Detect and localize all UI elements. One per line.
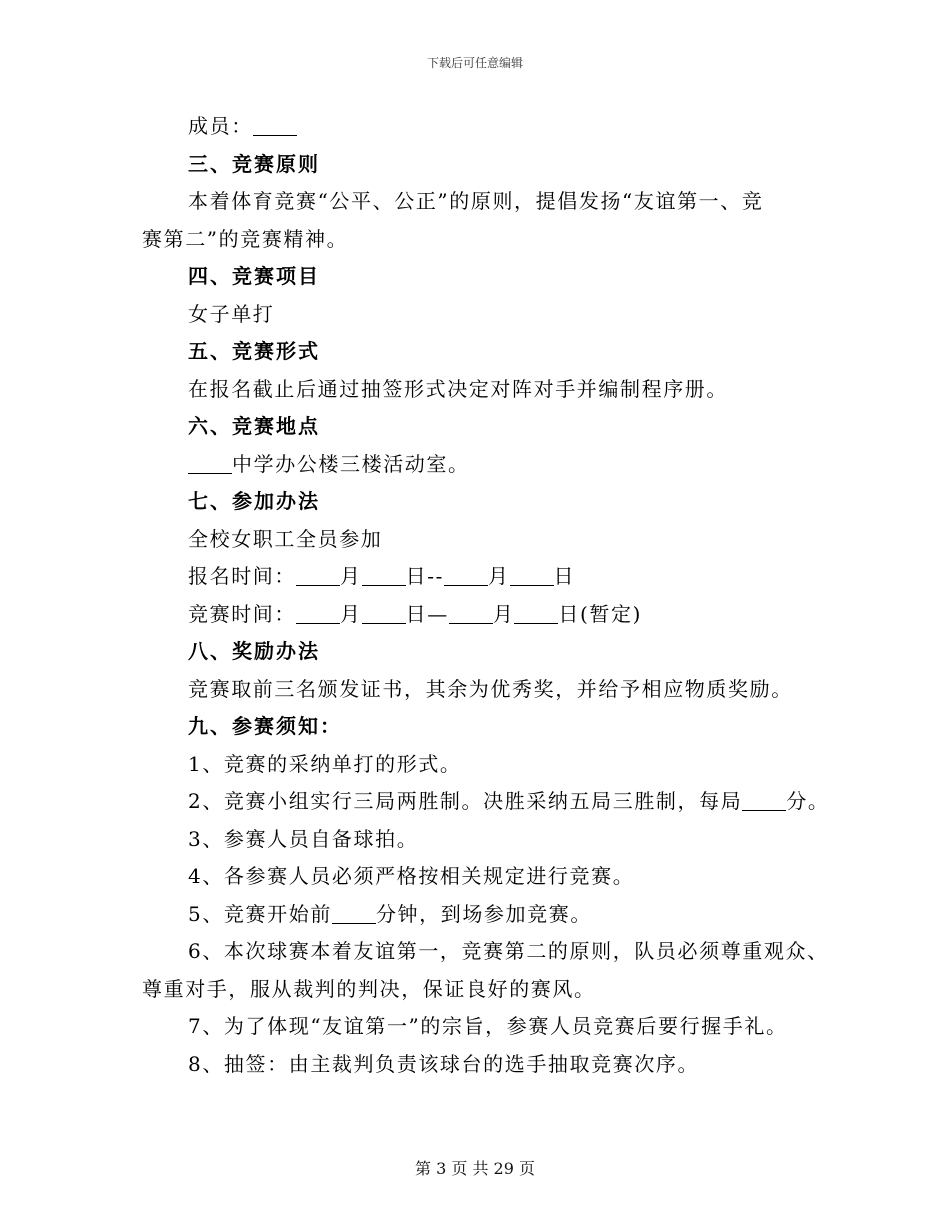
list-item: 1、竞赛的采纳单打的形式。	[188, 751, 462, 776]
section-heading: 八、奖励办法	[188, 639, 320, 663]
paragraph: 在报名截止后通过抽签形式决定对阵对手并编制程序册。	[188, 376, 728, 401]
blank-field	[296, 563, 340, 586]
registration-time-line: 报名时间： 月 日-- 月 日	[188, 564, 576, 588]
paragraph: 女子单打	[188, 301, 275, 326]
paragraph-continuation: 赛第二”的竞赛精神。	[142, 226, 349, 251]
list-item: 2、竞赛小组实行三局两胜制。决胜采纳五局三胜制，每局 分。	[188, 789, 830, 813]
blank-field	[332, 901, 376, 924]
paragraph: 全校女职工全员参加	[188, 526, 383, 551]
blank-field	[362, 601, 406, 624]
list-item: 3、参赛人员自备球拍。	[188, 826, 419, 851]
list-item-continuation: 尊重对手，服从裁判的判决，保证良好的赛风。	[142, 976, 596, 1001]
section-heading: 三、竞赛原则	[188, 151, 320, 176]
list-item: 6、本次球赛本着友谊第一，竞赛第二的原则，队员必须尊重观众、	[188, 939, 829, 963]
members-line: 成员：	[142, 108, 812, 146]
list-item: 5、竞赛开始前 分钟，到场参加竞赛。	[188, 901, 592, 926]
venue-line: 中学办公楼三楼活动室。	[142, 446, 812, 484]
section-heading: 五、竞赛形式	[188, 339, 320, 363]
section-heading: 七、参加办法	[188, 489, 320, 513]
blank-field	[449, 601, 493, 624]
section-heading: 九、参赛须知：	[188, 714, 342, 738]
paragraph: 竞赛取前三名颁发证书，其余为优秀奖，并给予相应物质奖励。	[188, 676, 793, 701]
document-body	[142, 108, 830, 1083]
page-header: 下载后可任意编辑	[426, 56, 523, 70]
section-heading: 六、竞赛地点	[188, 414, 320, 438]
page-footer: 第 3 页 共 29 页	[415, 1159, 535, 1178]
section-heading: 四、竞赛项目	[188, 264, 320, 288]
list-item: 7、为了体现“友谊第一”的宗旨，参赛人员竞赛后要行握手礼。	[188, 1014, 788, 1038]
blank-field	[742, 788, 786, 811]
blank-field	[444, 563, 488, 586]
list-item: 4、各参赛人员必须严格按相关规定进行竞赛。	[188, 864, 635, 888]
blank-field	[253, 113, 297, 136]
blank-field	[188, 451, 232, 474]
blank-field	[296, 601, 340, 624]
blank-field	[510, 563, 554, 586]
blank-field	[362, 563, 406, 586]
competition-time-line: 竞赛时间： 月 日— 月 日(暂定)	[188, 601, 643, 626]
blank-field	[514, 601, 558, 624]
list-item: 8、抽签：由主裁判负责该球台的选手抽取竞赛次序。	[188, 1051, 700, 1076]
paragraph: 本着体育竞赛“公平、公正”的原则，提倡发扬“友谊第一、竞	[188, 189, 764, 213]
